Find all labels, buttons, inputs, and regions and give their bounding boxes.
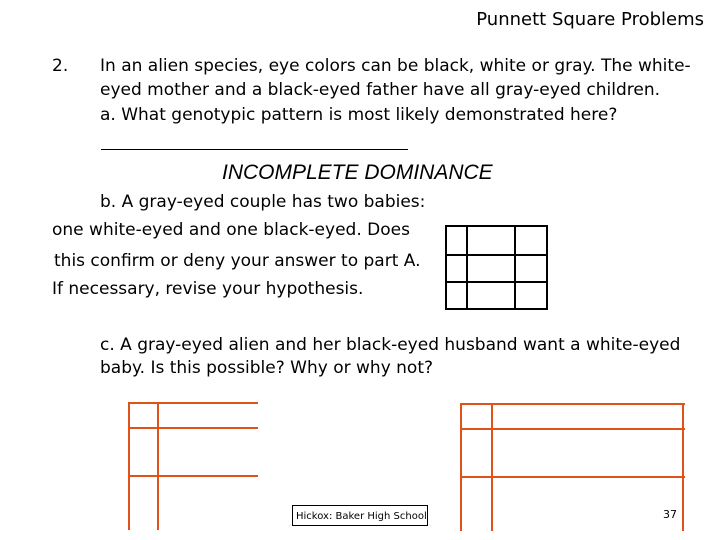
part-b-text-line-1: b. A gray-eyed couple has two babies: <box>100 192 426 212</box>
punnett-square-b <box>445 225 550 311</box>
part-a-answer: INCOMPLETE DOMINANCE <box>222 161 493 184</box>
part-a-question: a. What genotypic pattern is most likely demonstrated here? <box>100 105 618 125</box>
punnett-square-c-left <box>128 402 258 530</box>
question-number: 2. <box>52 56 69 76</box>
page-number: 37 <box>663 508 677 521</box>
punnett-square-c-right <box>460 403 685 531</box>
part-c-text-line-2: baby. Is this possible? Why or why not? <box>100 358 434 378</box>
question-text-line-2: eyed mother and a black-eyed father have all gray-eyed children. <box>100 80 661 100</box>
question-text-line-1: In an alien species, eye colors can be black, white or gray. The white- <box>100 56 691 76</box>
part-b-text-line-4: If necessary, revise your hypothesis. <box>52 279 364 299</box>
part-b-text-line-3: this confirm or deny your answer to part A. <box>54 251 421 271</box>
answer-blank-line <box>101 149 408 150</box>
page-title: Punnett Square Problems <box>476 9 704 30</box>
footer-source: Hickox: Baker High School <box>292 505 428 526</box>
part-b-text-line-2: one white-eyed and one black-eyed. Does <box>52 220 410 240</box>
part-c-text-line-1: c. A gray-eyed alien and her black-eyed husband want a white-eyed <box>100 335 681 355</box>
